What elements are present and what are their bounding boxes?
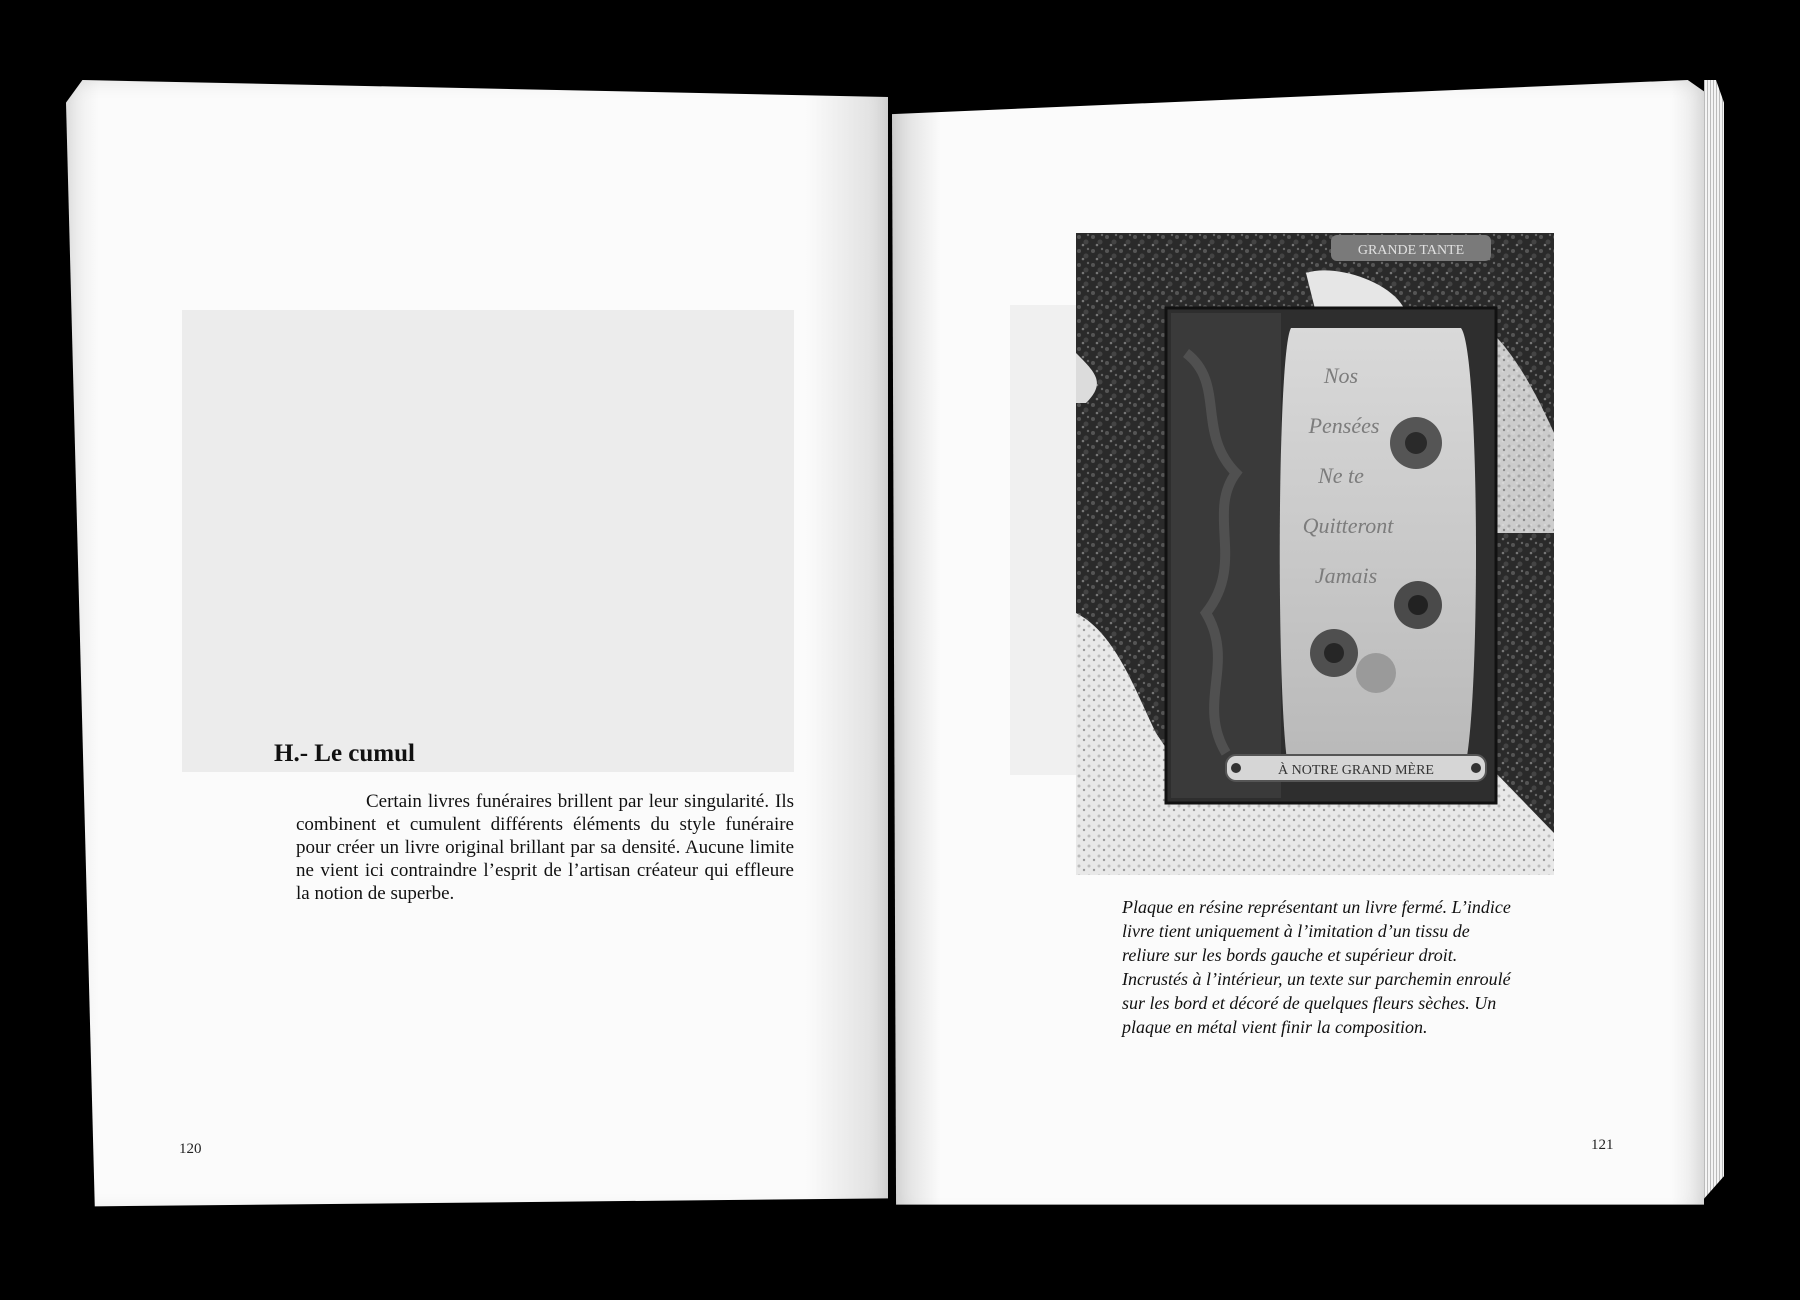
section-heading: H.- Le cumul <box>274 740 415 767</box>
top-plate-text: GRANDE TANTE <box>1357 243 1465 258</box>
plaque-line-5: Jamais <box>1314 563 1378 588</box>
plaque-photo <box>1076 233 1554 875</box>
plaque-line-4: Quitteront <box>1302 513 1394 538</box>
page-number-right: 121 <box>1591 1137 1614 1153</box>
page-number-left: 120 <box>179 1141 202 1157</box>
plaque-photo-graphic <box>1076 233 1554 875</box>
bottom-plate-text: À NOTRE GRAND MÈRE <box>1278 763 1434 778</box>
show-through-image-left <box>182 310 794 772</box>
photo-caption: Plaque en résine représentant un livre fermé. L’indice livre tient uniquement à l’imitation d’un tissu de reliure sur les bords gauche et supérieur droit. Incrustés à l’intérieur, un texte sur parchemin enroulé sur les bord et décoré de quelques fleurs sèches. Un plaque en métal vient finir la composition. <box>1122 897 1511 1037</box>
page-edges <box>1704 80 1724 1210</box>
body-paragraph: Certain livres funéraires brillent par leur singularité. Ils combinent et cumulent différents éléments du style funéraire pour créer un livre original brillant par sa densité. Aucune limite ne vient ici contraindre l’esprit de l’artisan créateur qui effleure la notion de superbe. <box>296 791 794 904</box>
plaque-line-2: Pensées <box>1308 413 1380 438</box>
plaque-line-1: Nos <box>1323 363 1359 388</box>
plaque-line-3: Ne te <box>1318 463 1364 488</box>
